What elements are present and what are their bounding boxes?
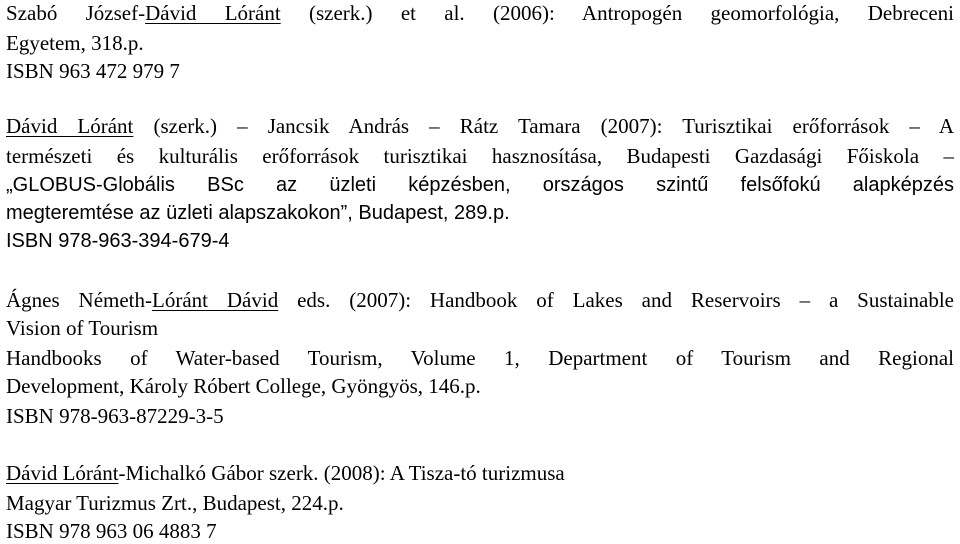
entry-3-author-prefix: Ágnes Németh- — [6, 288, 153, 312]
entry-1-line-1 — [6, 0, 954, 26]
entry-1-line-2: Egyetem, 318.p. — [6, 31, 144, 55]
entry-2-line-2: természeti és kulturális erőforrások turisztikai hasznosítása, Budapesti Gazdasági Főiskola – — [6, 144, 954, 168]
entry-3-line-2: Vision of Tourism — [6, 316, 159, 340]
entry-1-author-link[interactable]: Dávid Lóránt — [145, 1, 281, 25]
entry-3-line-3: Handbooks of Water-based Tourism, Volume 1, Department of Tourism and Regional — [6, 346, 954, 370]
entry-2-isbn: ISBN 978-963-394-679-4 — [6, 230, 230, 252]
entry-2-line-3: „GLOBUS-Globális BSc az üzleti képzésben, országos szintű felsőfokú alapképzés — [6, 174, 954, 196]
entry-1-isbn: ISBN 963 472 979 7 — [6, 59, 180, 83]
entry-3-isbn: ISBN 978-963-87229-3-5 — [6, 404, 224, 428]
entry-4-isbn: ISBN 978 963 06 4883 7 — [6, 519, 217, 543]
entry-3-line-1-rest: eds. (2007): Handbook of Lakes and Reservoirs – a Sustainable — [278, 288, 954, 312]
entry-4-line-1 — [6, 460, 565, 486]
entry-3-author-link[interactable]: Lóránt Dávid — [152, 288, 279, 312]
entry-3-line-1 — [6, 287, 954, 313]
entry-1-line-1-rest: (szerk.) et al. (2006): Antropogén geomorfológia, Debreceni — [280, 1, 954, 25]
entry-2-line-1-rest: (szerk.) – Jancsik András – Rátz Tamara (2007): Turisztikai erőforrások – A — [133, 114, 954, 138]
entry-1-author-prefix: Szabó József- — [6, 1, 146, 25]
entry-4-line-2: Magyar Turizmus Zrt., Budapest, 224.p. — [6, 491, 344, 515]
entry-4-line-1-rest: -Michalkó Gábor szerk. (2008): A Tisza-tó turizmusa — [118, 461, 565, 485]
entry-2-author-link[interactable]: Dávid Lóránt — [6, 114, 134, 138]
entry-4-author-link[interactable]: Dávid Lóránt — [6, 461, 119, 485]
entry-2-line-1 — [6, 113, 954, 139]
entry-2-line-4: megteremtése az üzleti alapszakokon”, Budapest, 289.p. — [6, 202, 510, 224]
entry-3-line-4: Development, Károly Róbert College, Gyöngyös, 146.p. — [6, 374, 481, 398]
